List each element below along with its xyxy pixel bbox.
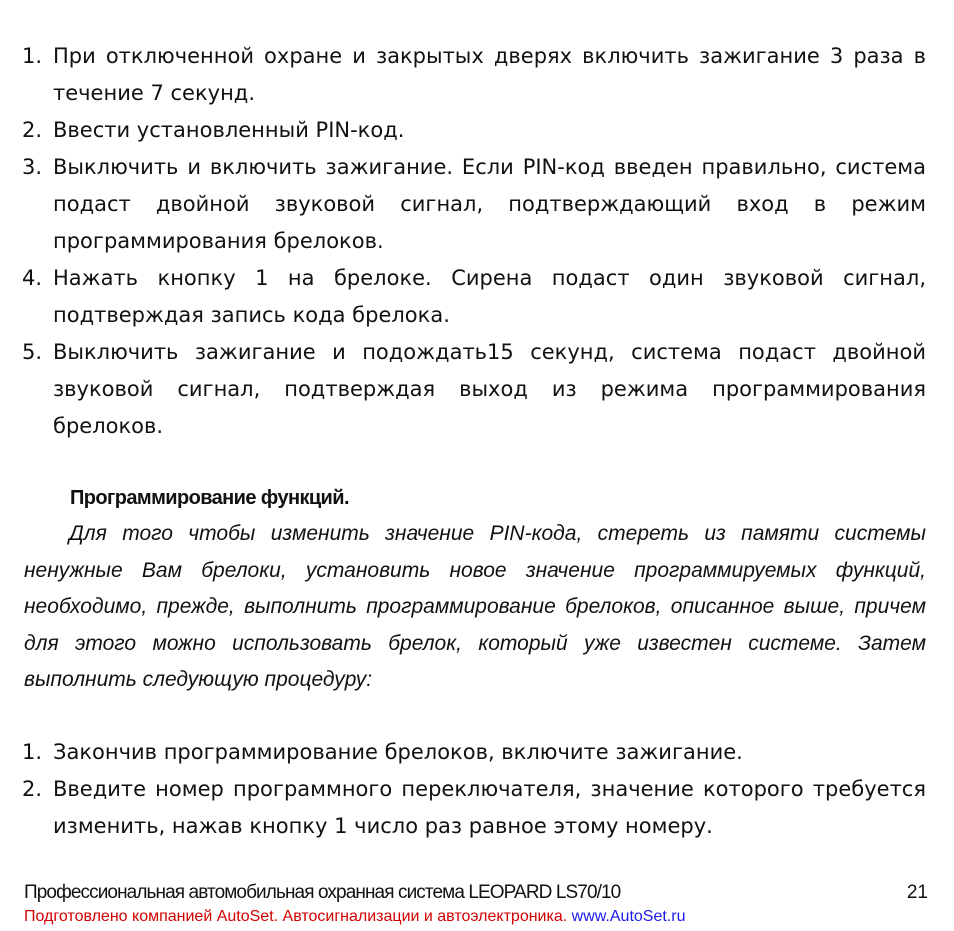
step-number: 5. [22,340,43,364]
step-number: 1. [22,740,43,764]
step-number: 1. [22,44,43,68]
step-text: Введите номер программного переключателя, значение которого требуется изменить, нажав кнопку 1 число раз равное этому номеру. [53,777,926,838]
page-number: 21 [906,882,928,903]
footer-title: Профессиональная автомобильная охранная система LEOPARD LS70/10 [24,882,621,903]
section-heading: Программирование функций. [70,487,349,509]
credit-text: Подготовлено компанией AutoSet. Автосигнализации и автоэлектроника. [24,908,568,925]
list-item [22,260,926,334]
step-text: При отключенной охране и закрытых дверях включить зажигание 3 раза в течение 7 секунд. [53,44,926,105]
step-text: Выключить зажигание и подождать15 секунд, система подаст двойной звуковой сигнал, подтверждая выход из режима программирования брелоков. [53,340,926,438]
page-footer [24,880,928,906]
brelok-programming-steps [22,38,926,445]
list-item [22,771,926,845]
list-item [22,149,926,260]
intro-paragraph: Для того чтобы изменить значение PIN-кода, стереть из памяти системы ненужные Вам брелоки, установить новое значение программируемых функций, необходимо, прежде, выполнить программирование брелоков, описанное выше, причем для этого можно использовать брелок, который уже известен системе. Затем выполнить следующую процедуру: [24,522,926,691]
function-programming-steps [22,734,926,845]
step-text: Закончив программирование брелоков, включите зажигание. [53,740,743,764]
step-number: 4. [22,266,43,290]
list-item [22,38,926,112]
step-text: Нажать кнопку 1 на брелоке. Сирена подаст один звуковой сигнал, подтверждая запись кода брелока. [53,266,926,327]
step-text: Ввести установленный PIN-код. [53,118,405,142]
list-item [22,734,926,771]
step-number: 2. [22,118,43,142]
step-number: 3. [22,155,43,179]
credit-line [24,905,685,929]
credit-link[interactable]: www.AutoSet.ru [571,908,686,925]
step-number: 2. [22,777,43,801]
step-text: Выключить и включить зажигание. Если PIN-код введен правильно, система подаст двойной звуковой сигнал, подтверждающий вход в режим программирования брелоков. [53,155,926,253]
list-item [22,334,926,445]
list-item [22,112,926,149]
